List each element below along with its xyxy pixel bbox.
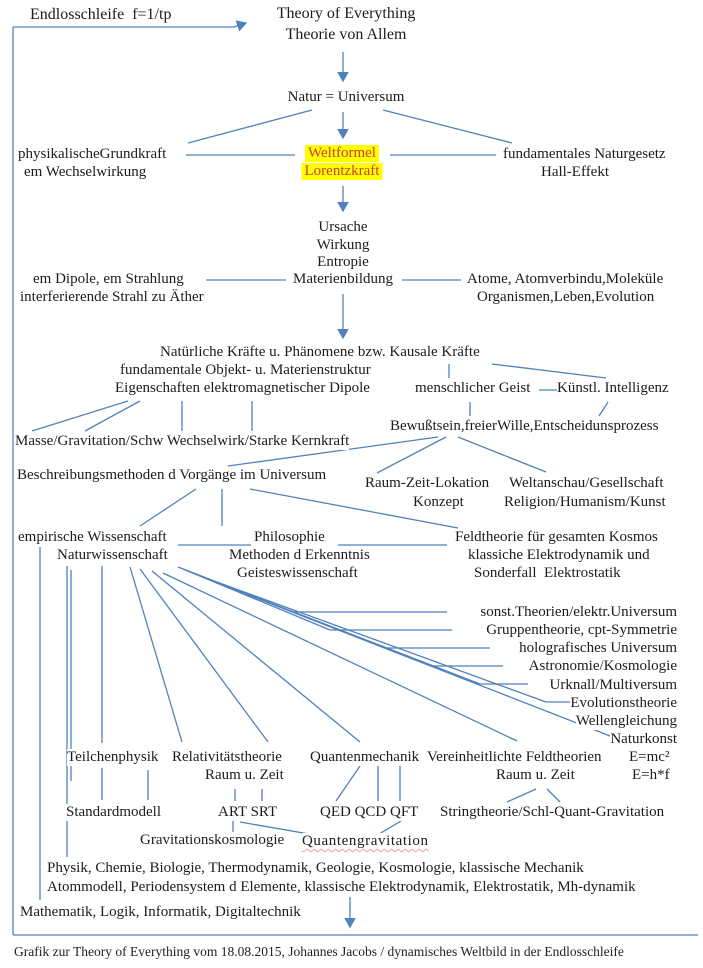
node-natuerliche-kraefte: Natürliche Kräfte u. Phänomene bzw. Kausale Kräfte <box>160 344 480 360</box>
loop-label: Endlosschleife f=1/tp <box>30 6 172 23</box>
node-mathematik: Mathematik, Logik, Informatik, Digitaltechnik <box>20 904 301 920</box>
node-empirische-wissenschaft: empirische Wissenschaft <box>18 529 167 545</box>
node-teilchenphysik: Teilchenphysik <box>67 749 159 765</box>
node-astronomie-kosmologie: Astronomie/Kosmologie <box>528 658 677 674</box>
node-wellengleichung: Wellengleichung <box>575 713 677 729</box>
node-gravitationskosmologie: Gravitationskosmologie <box>140 832 285 848</box>
node-kuenstl-intelligenz: Künstl. Intelligenz <box>557 380 669 396</box>
node-wirkung: Wirkung <box>316 237 370 253</box>
node-standardmodell: Standardmodell <box>66 804 161 820</box>
image-caption: Grafik zur Theory of Everything vom 18.08.2015, Johannes Jacobs / dynamisches Weltbild in der Endlosschleife <box>14 944 624 959</box>
node-physik-zeile-2: Atommodell, Periodensystem d Elemente, klassische Elektrodynamik, Elektrostatik, Mh-dynamik <box>47 879 636 895</box>
node-urknall-multiversum: Urknall/Multiversum <box>549 677 677 693</box>
node-klassiche-elektrodynamik: klassiche Elektrodynamik und <box>468 547 650 563</box>
node-sonderfall-elektrostatik: Sonderfall Elektrostatik <box>474 565 621 581</box>
node-atome: Atome, Atomverbindu,Moleküle <box>467 271 664 287</box>
node-relativitaetstheorie: Relativitätstheorie <box>172 749 282 765</box>
node-ursache: Ursache <box>318 219 368 235</box>
page-title: Theory of Everything <box>276 5 416 22</box>
node-vereinheitlichte-feldtheorien: Vereinheitlichte Feldtheorien <box>427 749 602 765</box>
node-konzept: Konzept <box>413 494 464 510</box>
node-entropie: Entropie <box>317 254 369 270</box>
node-organismen: Organismen,Leben,Evolution <box>477 289 655 305</box>
node-raum-zeit-rechts: Raum u. Zeit <box>496 767 575 783</box>
node-feldtheorie-kosmos: Feldtheorie für gesamten Kosmos <box>455 529 658 545</box>
node-naturgesetz: fundamentales Naturgesetz <box>503 146 666 162</box>
node-quantengravitation: Quantengravitation <box>302 833 429 849</box>
node-geisteswissenschaft: Geisteswissenschaft <box>237 565 358 581</box>
node-materienbildung: Materienbildung <box>293 271 393 287</box>
node-philosophie: Philosophie <box>254 529 325 545</box>
page-subtitle: Theorie von Allem <box>285 26 407 43</box>
node-eigenschaften-dipole: Eigenschaften elektromagnetischer Dipole <box>115 380 370 396</box>
node-holografisches-universum: holografisches Universum <box>519 640 677 656</box>
node-weltformel: Weltformel <box>305 145 379 162</box>
node-bewusstsein: Bewußtsein,freierWille,Entscheidunsprozess <box>390 418 659 434</box>
node-raum-zeit-lokation: Raum-Zeit-Lokation <box>365 475 490 491</box>
node-quantenmechanik: Quantenmechanik <box>310 749 420 765</box>
node-physik-zeile-1: Physik, Chemie, Biologie, Thermodynamik, Geologie, Kosmologie, klassische Mechanik <box>47 860 584 876</box>
node-masse-gravitation: Masse/Gravitation/Schw Wechselwirk/Starke Kernkraft <box>15 433 350 449</box>
node-sonst-theorien: sonst.Theorien/elektr.Universum <box>480 604 677 620</box>
node-religion: Religion/Humanism/Kunst <box>504 494 666 510</box>
node-gruppentheorie: Gruppentheorie, cpt-Symmetrie <box>486 622 677 638</box>
node-stringtheorie: Stringtheorie/Schl-Quant-Gravitation <box>440 804 665 820</box>
node-menschlicher-geist: menschlicher Geist <box>415 380 531 396</box>
node-objektstruktur: fundamentale Objekt- u. Materienstruktur <box>120 362 371 378</box>
node-weltanschau: Weltanschau/Gesellschaft <box>509 475 664 491</box>
node-natur-universum: Natur = Universum <box>287 89 405 105</box>
node-naturwissenschaft: Naturwissenschaft <box>57 547 168 563</box>
node-lorentzkraft: Lorentzkraft <box>302 163 383 180</box>
node-methoden-erkenntnis: Methoden d Erkenntnis <box>229 547 370 563</box>
node-emc2: E=mc² <box>629 749 670 765</box>
node-qed-qcd-qft: QED QCD QFT <box>320 804 419 820</box>
node-interferierende-strahl: interferierende Strahl zu Äther <box>20 289 204 305</box>
node-hall-effekt: Hall-Effekt <box>540 164 610 180</box>
node-wechselwirkung: em Wechselwirkung <box>24 164 147 180</box>
node-naturkonst: Naturkonst <box>610 731 677 747</box>
node-art-srt: ART SRT <box>218 804 278 820</box>
node-em-dipole: em Dipole, em Strahlung <box>33 271 184 287</box>
node-raum-zeit-links: Raum u. Zeit <box>205 767 284 783</box>
node-evolutionstheorie: Evolutionstheorie <box>570 695 677 711</box>
node-grundkraft: physikalischeGrundkraft <box>18 146 167 162</box>
node-ehf: E=h*f <box>632 767 670 783</box>
node-beschreibungsmethoden: Beschreibungsmethoden d Vorgänge im Universum <box>17 467 327 483</box>
